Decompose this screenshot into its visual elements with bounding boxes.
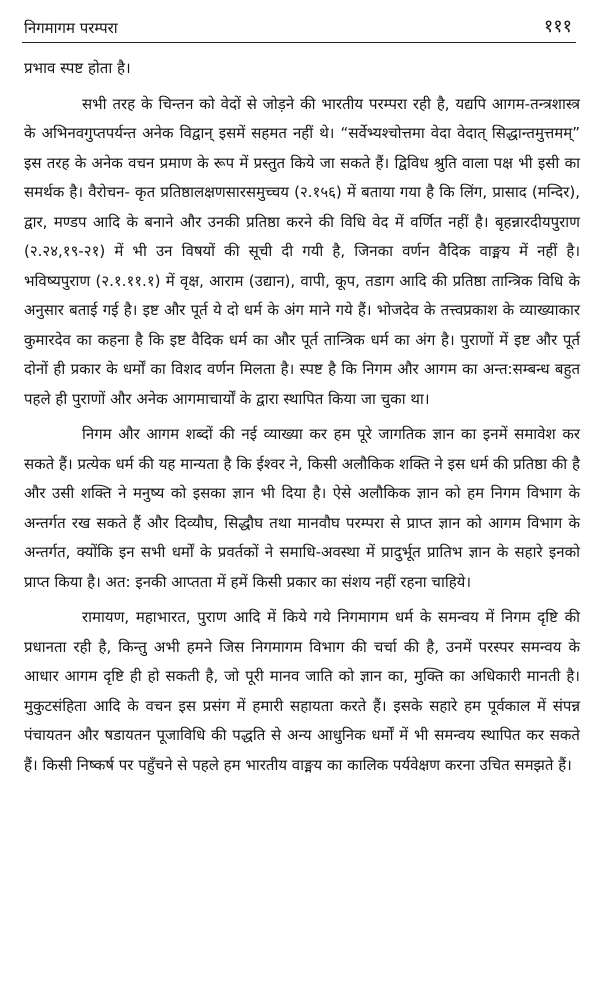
chapter-title: निगमागम परम्परा (24, 19, 118, 37)
body-text (24, 54, 580, 780)
paragraph: सभी तरह के चिन्तन को वेदों से जोड़ने की भारतीय परम्परा रही है, यद्यपि आगम-तन्त्रशास्त्र के अभिनवगुप्तपर्यन्त अनेक विद्वान् इसमें सहमत नहीं थे। “सर्वेभ्यश्चोत्तमा वेदा वेदात् सिद्धान्तमुत्तमम्” इस तरह के अनेक वचन प्रमाण के रूप में प्रस्तुत किये जा सकते हैं। द्विविध श्रुति वाला पक्ष भी इसी का समर्थक है। वैरोचन- कृत प्रतिष्ठालक्षणसारसमुच्चय (२.१५६) में बताया गया है कि लिंग, प्रासाद (मन्दिर), द्वार, मण्डप आदि के बनाने और उनकी प्रतिष्ठा करने की विधि वेद में वर्णित नहीं है। बृहन्नारदीयपुराण (२.२४,१९-२१) में भी उन विषयों की सूची दी गयी है, जिनका वर्णन वैदिक वाङ्मय में नहीं है। भविष्यपुराण (२.१.११.१) में वृक्ष, आराम (उद्यान), वापी, कूप, तडाग आदि की प्रतिष्ठा तान्त्रिक विधि के अनुसार बताई गई है। इष्ट और पूर्त ये दो धर्म के अंग माने गये हैं। भोजदेव के तत्त्वप्रकाश के व्याख्याकार कुमारदेव का कहना है कि इष्ट वैदिक धर्म का और पूर्त तान्त्रिक धर्म का अंग है। पुराणों में इष्ट और पूर्त दोनों ही प्रकार के धर्मों का विशद वर्णन मिलता है। स्पष्ट है कि निगम और आगम का अन्त:सम्बन्ध बहुत पहले ही पुराणों और अनेक आगमाचार्यों के द्वारा स्थापित किया जा चुका था। (24, 94, 580, 408)
paragraph: निगम और आगम शब्दों की नई व्याख्या कर हम पूरे जागतिक ज्ञान का इनमें समावेश कर सकते हैं। प्रत्येक धर्म की यह मान्यता है कि ईश्वर ने, किसी अलौकिक शक्ति ने इस धर्म की प्रतिष्ठा की है और उसी शक्ति ने मनुष्य को इसका ज्ञान भी दिया है। ऐसे अलौकिक ज्ञान को हम निगम विभाग के अन्तर्गत रख सकते हैं और दिव्यौघ, सिद्धौघ तथा मानवौघ परम्परा से प्राप्त ज्ञान को आगम विभाग के अन्तर्गत, क्योंकि इन सभी धर्मों के प्रवर्तकों ने समाधि-अवस्था में प्रादुर्भूत प्रातिभ ज्ञान के सहारे इनको प्राप्त किया है। अत: इनकी आप्तता में हमें किसी प्रकार का संशय नहीं रहना चाहिये। (24, 425, 580, 591)
header-rule (22, 42, 576, 43)
page-number: १११ (543, 16, 572, 37)
running-header (24, 14, 572, 42)
paragraph: रामायण, महाभारत, पुराण आदि में किये गये निगमागम धर्म के समन्वय में निगम दृष्टि की प्रधानता रही है, किन्तु अभी हमने जिस निगमागम विभाग की चर्चा की है, उनमें परस्पर समन्वय के आधार आगम दृष्टि ही हो सकती है, जो पूरी मानव जाति को ज्ञान का, मुक्ति का अधिकारी मानती है। मुकुटसंहिता आदि के वचन इस प्रसंग में हमारी सहायता करते हैं। इसके सहारे हम पूर्वकाल में संपन्न पंचायतन और षडायतन पूजाविधि की पद्धति से अन्य आधुनिक धर्मों में भी समन्वय स्थापित कर सकते हैं। किसी निष्कर्ष पर पहुँचने से पहले हम भारतीय वाङ्मय का कालिक पर्यवेक्षण करना उचित समझते हैं। (24, 608, 580, 774)
paragraph-continuation: प्रभाव स्पष्ट होता है। (24, 59, 131, 77)
